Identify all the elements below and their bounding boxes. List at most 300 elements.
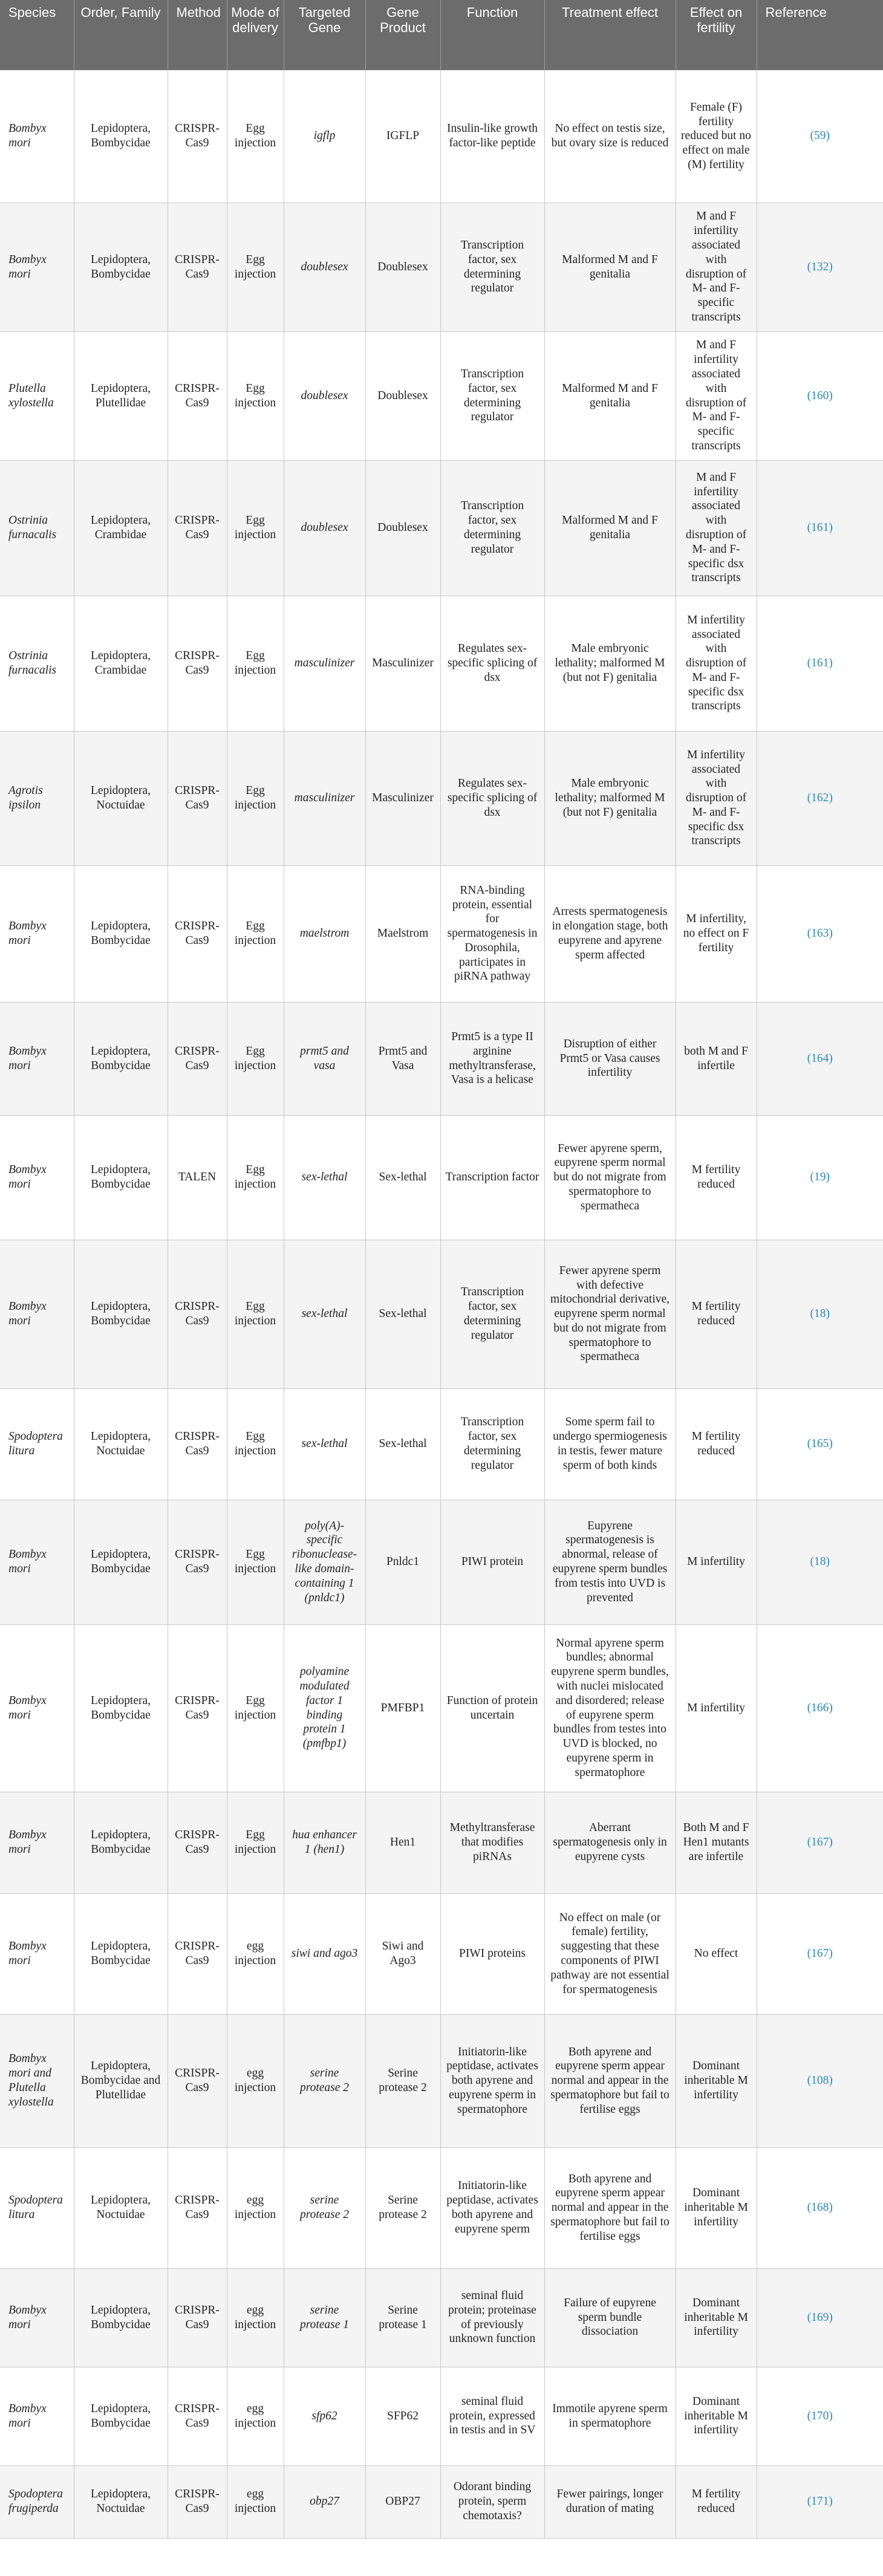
cell-function [440, 2147, 544, 2268]
cell-species-text: Bombyx mori [8, 1163, 47, 1191]
cell-mode-of-delivery [227, 1893, 284, 2014]
cell-effect-on-fertility-text: M fertility reduced [691, 2488, 741, 2515]
cell-effect-on-fertility-text: M infertility [687, 1555, 745, 1569]
cell-function [440, 865, 544, 1002]
reference-link[interactable]: (170) [807, 2409, 833, 2422]
reference-link[interactable]: (161) [807, 521, 833, 535]
cell-order-family-text: Lepidoptera, Crambidae [90, 514, 151, 541]
cell-method-text: CRISPR-Cas9 [175, 253, 220, 281]
cell-effect-on-fertility [676, 2147, 757, 2268]
cell-reference [757, 865, 883, 1002]
cell-treatment-effect [544, 2147, 676, 2268]
cell-function [440, 203, 544, 331]
cell-targeted-gene [284, 1002, 365, 1115]
reference-link[interactable]: (161) [807, 657, 833, 670]
cell-treatment-effect [544, 2465, 676, 2538]
cell-method [168, 1792, 227, 1893]
cell-gene-product-text: Masculinizer [372, 792, 434, 805]
cell-species [0, 1115, 74, 1240]
cell-targeted-gene-text: serine protease 1 [299, 2303, 350, 2331]
cell-effect-on-fertility [676, 865, 757, 1002]
cell-mode-of-delivery-text: Egg injection [234, 1300, 276, 1327]
table-row [0, 1624, 883, 1792]
cell-species-text: Bombyx mori [8, 2303, 47, 2331]
cell-effect-on-fertility-text: M and F infertility associated with disruption of M- and F-specific transcripts [685, 210, 747, 324]
cell-treatment-effect-text: Arrests spermatogenesis in elongation stage, both eupyrene and apyrene sperm affected [552, 905, 668, 961]
cell-method [168, 2268, 227, 2367]
cell-reference [757, 1388, 883, 1500]
cell-order-family [74, 1240, 168, 1388]
cell-species-text: Bombyx mori [8, 253, 47, 281]
cell-mode-of-delivery [227, 331, 284, 460]
cell-targeted-gene [284, 1893, 365, 2014]
cell-treatment-effect [544, 1893, 676, 2014]
cell-species [0, 2367, 74, 2465]
cell-targeted-gene [284, 2014, 365, 2147]
cell-mode-of-delivery-text: Egg injection [234, 784, 276, 812]
cell-species [0, 731, 74, 865]
cell-mode-of-delivery-text: egg injection [234, 2488, 276, 2515]
cell-gene-product-text: IGFLP [386, 129, 420, 143]
cell-treatment-effect-text: Disruption of either Prmt5 or Vasa causes infertility [559, 1037, 660, 1079]
cell-order-family-text: Lepidoptera, Bombycidae [90, 1940, 151, 1967]
cell-order-family-text: Lepidoptera, Bombycidae [90, 122, 151, 150]
cell-effect-on-fertility [676, 203, 757, 331]
cell-targeted-gene-text: polyamine modulated factor 1 binding protein 1 (pmfbp1) [299, 1665, 350, 1751]
cell-method [168, 331, 227, 460]
cell-mode-of-delivery [227, 1792, 284, 1893]
reference-link[interactable]: (165) [807, 1437, 833, 1451]
cell-mode-of-delivery [227, 70, 284, 203]
header-reference: Reference [757, 0, 883, 70]
cell-gene-product [365, 731, 440, 865]
cell-method-text: CRISPR-Cas9 [175, 784, 220, 812]
cell-order-family [74, 865, 168, 1002]
cell-targeted-gene [284, 731, 365, 865]
cell-reference [757, 1624, 883, 1792]
cell-effect-on-fertility-text: Female (F) fertility reduced but no effect on male (M) fertility [681, 100, 751, 171]
header-function: Function [440, 0, 544, 70]
cell-effect-on-fertility [676, 1240, 757, 1388]
cell-function-text: Regulates sex-specific splicing of dsx [447, 642, 538, 684]
cell-method [168, 1893, 227, 2014]
cell-species [0, 2147, 74, 2268]
cell-treatment-effect [544, 331, 676, 460]
cell-treatment-effect-text: Failure of eupyrene sperm bundle dissociation [564, 2296, 656, 2338]
cell-method-text: CRISPR-Cas9 [175, 920, 220, 947]
cell-gene-product-text: Serine protease 1 [379, 2303, 427, 2331]
cell-order-family [74, 70, 168, 203]
cell-effect-on-fertility-text: M and F infertility associated with disruption of M- and F-specific transcripts [685, 339, 747, 452]
cell-species [0, 70, 74, 203]
cell-gene-product [365, 203, 440, 331]
cell-method [168, 70, 227, 203]
reference-link[interactable]: (166) [807, 1701, 833, 1714]
cell-order-family [74, 1115, 168, 1240]
cell-mode-of-delivery [227, 865, 284, 1002]
cell-gene-product-text: Doublesex [377, 260, 428, 273]
header-method: Method [168, 0, 227, 70]
cell-treatment-effect-text: Fewer pairings, longer duration of mating [556, 2488, 663, 2515]
cell-effect-on-fertility [676, 1500, 757, 1624]
cell-gene-product-text: Hen1 [389, 1836, 416, 1849]
table-row [0, 731, 883, 865]
cell-gene-product-text: Pnldc1 [386, 1555, 420, 1569]
cell-effect-on-fertility-text: Both M and F Hen1 mutants are infertile [683, 1821, 749, 1863]
cell-method-text: CRISPR-Cas9 [175, 122, 220, 150]
cell-order-family-text: Lepidoptera, Bombycidae [90, 2303, 151, 2331]
cell-targeted-gene-text: siwi and ago3 [291, 1947, 358, 1960]
cell-mode-of-delivery-text: Egg injection [234, 382, 276, 409]
cell-treatment-effect-text: Fewer apyrene sperm with defective mitochondrial derivative, eupyrene sperm normal but do not migrate from spermatophore to spermatheca [550, 1264, 670, 1364]
cell-method-text: CRISPR-Cas9 [175, 1548, 220, 1575]
cell-order-family [74, 1624, 168, 1792]
cell-function-text: Initiatorin-like peptidase, activates both apyrene and eupyrene sperm in spermatophore [446, 2045, 538, 2116]
cell-reference [757, 70, 883, 203]
cell-effect-on-fertility-text: Dominant inheritable M infertility [684, 2395, 748, 2437]
table-row [0, 460, 883, 596]
cell-function-text: Transcription factor, sex determining regulator [460, 367, 524, 424]
cell-reference [757, 1115, 883, 1240]
cell-method [168, 460, 227, 596]
cell-mode-of-delivery [227, 2147, 284, 2268]
cell-order-family-text: Lepidoptera, Noctuidae [90, 1430, 151, 1457]
cell-reference [757, 331, 883, 460]
cell-function-text: Regulates sex-specific splicing of dsx [447, 777, 538, 819]
cell-mode-of-delivery-text: Egg injection [234, 122, 276, 150]
cell-gene-product [365, 2147, 440, 2268]
cell-method-text: CRISPR-Cas9 [175, 2488, 220, 2515]
cell-treatment-effect-text: Male embryonic lethality; malformed M (but not F) genitalia [555, 777, 665, 819]
header-gene-product: Gene Product [365, 0, 440, 70]
cell-mode-of-delivery [227, 1002, 284, 1115]
cell-species-text: Bombyx mori [8, 1044, 47, 1072]
cell-species [0, 331, 74, 460]
cell-gene-product-text: Serine protease 2 [379, 2067, 427, 2094]
cell-order-family-text: Lepidoptera, Bombycidae and Plutellidae [80, 2060, 161, 2101]
cell-gene-product [365, 1115, 440, 1240]
cell-method-text: CRISPR-Cas9 [175, 1430, 220, 1457]
cell-function-text: Methyltransferase that modifies piRNAs [449, 1821, 535, 1863]
cell-method-text: CRISPR-Cas9 [175, 2303, 220, 2331]
cell-function [440, 2014, 544, 2147]
table-row [0, 1115, 883, 1240]
cell-targeted-gene [284, 1388, 365, 1500]
cell-species-text: Spodoptera litura [8, 2194, 63, 2221]
reference-link[interactable]: (162) [807, 792, 833, 805]
cell-order-family [74, 460, 168, 596]
reference-link[interactable]: (171) [807, 2495, 833, 2508]
header-row [0, 0, 883, 70]
cell-gene-product-text: Doublesex [377, 389, 428, 402]
cell-order-family [74, 203, 168, 331]
cell-mode-of-delivery [227, 1240, 284, 1388]
cell-species [0, 2268, 74, 2367]
cell-gene-product-text: Masculinizer [372, 657, 434, 670]
cell-order-family-text: Lepidoptera, Bombycidae [90, 1300, 151, 1327]
cell-order-family [74, 1792, 168, 1893]
cell-method-text: CRISPR-Cas9 [175, 1300, 220, 1327]
reference-link[interactable]: (18) [810, 1555, 830, 1569]
cell-gene-product [365, 2465, 440, 2538]
cell-order-family [74, 2268, 168, 2367]
cell-order-family [74, 2465, 168, 2538]
cell-targeted-gene-text: hua enhancer 1 (hen1) [292, 1829, 357, 1856]
cell-treatment-effect [544, 2014, 676, 2147]
cell-function-text: Transcription factor, sex determining regulator [460, 238, 524, 295]
cell-function [440, 1893, 544, 2014]
cell-targeted-gene [284, 2367, 365, 2465]
cell-effect-on-fertility [676, 2014, 757, 2147]
cell-function [440, 1624, 544, 1792]
cell-targeted-gene-text: sex-lethal [301, 1171, 348, 1184]
cell-mode-of-delivery-text: Egg injection [234, 253, 276, 281]
table-row [0, 865, 883, 1002]
header-treatment-effect: Treatment effect [544, 0, 676, 70]
cell-targeted-gene-text: doublesex [301, 389, 348, 402]
cell-gene-product [365, 1388, 440, 1500]
cell-function [440, 2465, 544, 2538]
cell-targeted-gene-text: masculinizer [294, 657, 355, 670]
cell-reference [757, 2367, 883, 2465]
cell-order-family-text: Lepidoptera, Bombycidae [90, 1548, 151, 1575]
cell-effect-on-fertility-text: M fertility reduced [691, 1430, 741, 1457]
cell-order-family-text: Lepidoptera, Noctuidae [90, 2194, 151, 2221]
table-row [0, 1500, 883, 1624]
cell-reference [757, 1792, 883, 1893]
cell-mode-of-delivery [227, 2014, 284, 2147]
cell-species-text: Ostrinia furnacalis [8, 514, 57, 541]
cell-targeted-gene [284, 2147, 365, 2268]
cell-treatment-effect-text: Male embryonic lethality; malformed M (but not F) genitalia [555, 642, 665, 684]
cell-gene-product [365, 1792, 440, 1893]
cell-mode-of-delivery-text: Egg injection [234, 1694, 276, 1722]
cell-gene-product [365, 1240, 440, 1388]
cell-treatment-effect-text: No effect on male (or female) fertility, suggesting that these components of PIWI pathway are not essential for spermatogenesis [550, 1911, 670, 1996]
cell-gene-product [365, 2268, 440, 2367]
reference-link[interactable]: (168) [807, 2201, 833, 2214]
cell-targeted-gene-text: poly(A)-specific ribonuclease-like domain-containing 1 (pnldc1) [292, 1519, 357, 1604]
cell-treatment-effect-text: Malformed M and F genitalia [562, 253, 658, 281]
reference-link[interactable]: (59) [810, 129, 830, 143]
cell-mode-of-delivery-text: Egg injection [234, 1548, 276, 1575]
cell-reference [757, 2465, 883, 2538]
cell-treatment-effect [544, 1792, 676, 1893]
table-row [0, 1893, 883, 2014]
cell-treatment-effect [544, 1002, 676, 1115]
cell-function [440, 731, 544, 865]
cell-targeted-gene [284, 203, 365, 331]
reference-link[interactable]: (132) [807, 260, 833, 273]
cell-treatment-effect-text: Normal apyrene sperm bundles; abnormal eupyrene sperm bundles, with nuclei mislocated and disordered; release of eupyrene sperm bundles from testes into UVD is blocked, no eupyrene sperm in spermatophore [551, 1636, 669, 1779]
cell-method-text: CRISPR-Cas9 [175, 1694, 220, 1722]
cell-species-text: Plutella xylostella [8, 382, 54, 409]
table-row [0, 1240, 883, 1388]
cell-treatment-effect [544, 2268, 676, 2367]
cell-order-family [74, 2014, 168, 2147]
cell-mode-of-delivery-text: egg injection [234, 2303, 276, 2331]
cell-effect-on-fertility-text: M fertility reduced [691, 1163, 741, 1191]
cell-species-text: Bombyx mori [8, 2402, 47, 2430]
cell-function [440, 331, 544, 460]
cell-function [440, 1388, 544, 1500]
cell-mode-of-delivery [227, 1500, 284, 1624]
cell-gene-product [365, 331, 440, 460]
cell-treatment-effect [544, 1388, 676, 1500]
cell-mode-of-delivery [227, 2367, 284, 2465]
cell-mode-of-delivery [227, 460, 284, 596]
cell-effect-on-fertility [676, 460, 757, 596]
cell-gene-product [365, 1624, 440, 1792]
cell-effect-on-fertility-text: Dominant inheritable M infertility [684, 2187, 748, 2228]
table-row [0, 2367, 883, 2465]
cell-method [168, 1388, 227, 1500]
cell-reference [757, 1893, 883, 2014]
reference-link[interactable]: (160) [807, 389, 833, 402]
cell-gene-product [365, 2014, 440, 2147]
cell-targeted-gene [284, 1115, 365, 1240]
table-row [0, 2014, 883, 2147]
cell-function [440, 1002, 544, 1115]
cell-targeted-gene-text: serine protease 2 [299, 2067, 350, 2094]
cell-gene-product-text: Maelstrom [377, 927, 429, 940]
cell-treatment-effect [544, 596, 676, 731]
cell-method [168, 1500, 227, 1624]
cell-effect-on-fertility [676, 1002, 757, 1115]
cell-treatment-effect [544, 1500, 676, 1624]
cell-treatment-effect [544, 460, 676, 596]
cell-effect-on-fertility-text: M infertility associated with disruption of M- and F-specific dsx transcripts [685, 748, 747, 848]
reference-link[interactable]: (108) [807, 2074, 833, 2087]
cell-function [440, 2367, 544, 2465]
cell-gene-product [365, 2367, 440, 2465]
cell-order-family [74, 1388, 168, 1500]
cell-order-family [74, 2367, 168, 2465]
cell-mode-of-delivery [227, 1624, 284, 1792]
cell-method-text: CRISPR-Cas9 [175, 1044, 220, 1072]
cell-function-text: Prmt5 is a type II arginine methyltransferase, Vasa is a helicase [449, 1030, 536, 1087]
cell-gene-product [365, 460, 440, 596]
cell-treatment-effect-text: Some sperm fail to undergo spermiogenesis in testis, fewer mature sperm of both kinds [553, 1416, 667, 1472]
cell-gene-product-text: Serine protease 2 [379, 2194, 427, 2221]
cell-gene-product [365, 1002, 440, 1115]
cell-gene-product-text: Sex-lethal [379, 1307, 427, 1321]
reference-link[interactable]: (18) [810, 1307, 830, 1321]
cell-targeted-gene-text: maelstrom [299, 927, 350, 940]
cell-method-text: CRISPR-Cas9 [175, 1940, 220, 1967]
cell-targeted-gene [284, 2465, 365, 2538]
cell-gene-product-text: OBP27 [385, 2495, 420, 2508]
table-row [0, 2147, 883, 2268]
cell-method-text: CRISPR-Cas9 [175, 649, 220, 677]
cell-method [168, 1002, 227, 1115]
cell-species-text: Agrotis ipsilon [8, 784, 43, 812]
cell-order-family [74, 731, 168, 865]
cell-targeted-gene [284, 331, 365, 460]
cell-order-family-text: Lepidoptera, Bombycidae [90, 1829, 151, 1856]
cell-method [168, 1115, 227, 1240]
cell-function [440, 1240, 544, 1388]
cell-order-family [74, 1500, 168, 1624]
cell-function-text: seminal fluid protein; proteinase of previously unknown function [448, 2289, 536, 2346]
cell-mode-of-delivery-text: Egg injection [234, 1044, 276, 1072]
cell-reference [757, 2268, 883, 2367]
cell-method-text: CRISPR-Cas9 [175, 382, 220, 409]
cell-reference [757, 1500, 883, 1624]
cell-effect-on-fertility [676, 1893, 757, 2014]
cell-treatment-effect-text: Fewer apyrene sperm, eupyrene sperm normal but do not migrate from spermatophore to spermatheca [553, 1142, 666, 1212]
table-row [0, 596, 883, 731]
cell-reference [757, 731, 883, 865]
reference-link[interactable]: (164) [807, 1052, 833, 1065]
cell-function-text: Insulin-like growth factor-like peptide [446, 122, 538, 150]
cell-species [0, 1240, 74, 1388]
cell-reference [757, 1002, 883, 1115]
cell-gene-product [365, 596, 440, 731]
reference-link[interactable]: (167) [807, 1947, 833, 1960]
cell-species [0, 1624, 74, 1792]
cell-order-family [74, 596, 168, 731]
cell-mode-of-delivery [227, 731, 284, 865]
reference-link[interactable]: (163) [807, 927, 833, 940]
cell-species-text: Bombyx mori [8, 1829, 47, 1856]
cell-targeted-gene [284, 596, 365, 731]
cell-order-family-text: Lepidoptera, Crambidae [90, 649, 151, 677]
cell-order-family [74, 2147, 168, 2268]
cell-species-text: Bombyx mori [8, 1940, 47, 1967]
reference-link[interactable]: (167) [807, 1836, 833, 1849]
cell-targeted-gene-text: doublesex [301, 521, 348, 535]
reference-link[interactable]: (169) [807, 2311, 833, 2324]
cell-targeted-gene-text: prmt5 and vasa [300, 1044, 349, 1072]
cell-targeted-gene [284, 1500, 365, 1624]
cell-gene-product [365, 1500, 440, 1624]
cell-order-family-text: Lepidoptera, Plutellidae [90, 382, 151, 409]
reference-link[interactable]: (19) [810, 1171, 830, 1184]
cell-targeted-gene-text: sex-lethal [301, 1307, 348, 1321]
cell-targeted-gene-text: sex-lethal [301, 1437, 348, 1451]
cell-species-text: Ostrinia furnacalis [8, 649, 57, 677]
cell-treatment-effect-text: No effect on testis size, but ovary size is reduced [551, 122, 669, 150]
cell-species [0, 1792, 74, 1893]
cell-effect-on-fertility [676, 2465, 757, 2538]
cell-targeted-gene [284, 1240, 365, 1388]
cell-reference [757, 203, 883, 331]
cell-effect-on-fertility-text: Dominant inheritable M infertility [684, 2296, 748, 2338]
cell-species [0, 865, 74, 1002]
cell-order-family-text: Lepidoptera, Bombycidae [90, 1163, 151, 1191]
cell-order-family-text: Lepidoptera, Bombycidae [90, 1694, 151, 1722]
cell-species [0, 1893, 74, 2014]
cell-species-text: Bombyx mori [8, 1548, 47, 1575]
header-species: Species [0, 0, 74, 70]
cell-treatment-effect-text: Aberrant spermatogenesis only in eupyrene cysts [553, 1821, 667, 1863]
cell-method [168, 865, 227, 1002]
cell-species [0, 2465, 74, 2538]
cell-method [168, 2014, 227, 2147]
cell-method-text: TALEN [178, 1171, 217, 1184]
cell-targeted-gene-text: obp27 [310, 2495, 339, 2508]
cell-method [168, 2147, 227, 2268]
cell-gene-product-text: Siwi and Ago3 [382, 1940, 424, 1967]
cell-mode-of-delivery-text: egg injection [234, 2402, 276, 2430]
cell-method [168, 1624, 227, 1792]
cell-targeted-gene-text: doublesex [301, 260, 348, 273]
cell-order-family-text: Lepidoptera, Bombycidae [90, 1044, 151, 1072]
cell-method-text: CRISPR-Cas9 [175, 2067, 220, 2094]
cell-method-text: CRISPR-Cas9 [175, 514, 220, 541]
cell-method-text: CRISPR-Cas9 [175, 1829, 220, 1856]
